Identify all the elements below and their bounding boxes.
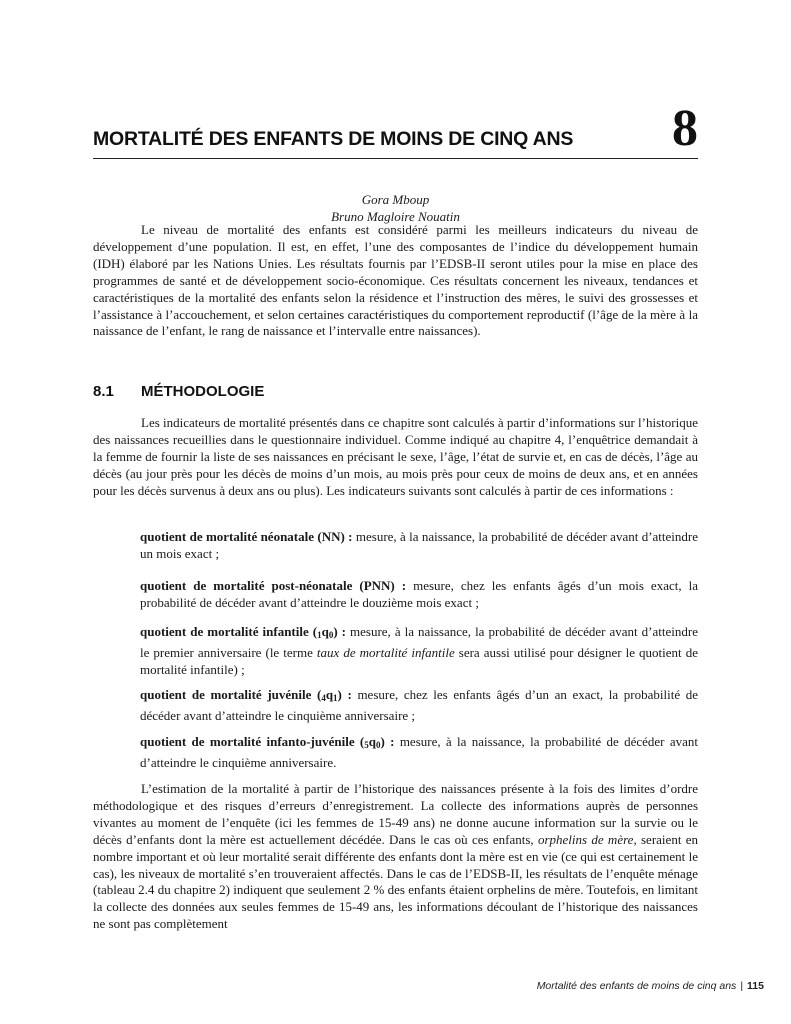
definition-item: [140, 528, 698, 562]
methodology-paragraph: Les indicateurs de mortalité présentés dans ce chapitre sont calculés à partir d’informations sur l’historique des naissances recueillies dans le questionnaire individuel. Comme indiqué au chapitre 4, l’enquêtrice demandait à la femme de fournir la liste de ses naissances en précisant le sexe, l’âge, l’état de survie et, en cas de décès, l’âge au décès (au jour près pour les décès de moins d’un mois, au mois près pour ceux de moins de deux ans, et en années pour les décès survenus à deux ans ou plus). Les indicateurs suivants sont calculés à partir de ces informations :: [93, 415, 698, 498]
term-subscript: 0: [328, 630, 334, 640]
term-subscript: 1: [333, 693, 338, 703]
term-subscript: 0: [375, 740, 381, 750]
chapter-number: 8: [672, 100, 698, 157]
definition-term: [140, 734, 394, 749]
term-prefix: quotient de mortalité juvénile (: [140, 687, 322, 702]
definition-term: quotient de mortalité néonatale (NN) :: [140, 529, 353, 544]
term-suffix: ) :: [333, 624, 346, 639]
page-number: 115: [747, 980, 764, 992]
definition-text: mesure, à la naissance, la probabilité de décéder avant d’atteindre le premier anniversaire (le terme: [140, 624, 698, 660]
term-symbol: q: [325, 687, 334, 702]
definition-text: sera aussi utilisé pour désigner le quotient de mortalité infantile) ;: [140, 645, 698, 677]
term-suffix: ) :: [380, 734, 395, 749]
term-prefix-index: 1: [317, 630, 322, 640]
footer-separator: |: [740, 980, 744, 992]
definition-italic-term: taux de mortalité infantile: [316, 645, 455, 660]
definition-text: mesure, chez les enfants âgés d’un an exact, la probabilité de décéder avant d’atteindre le cinquième anniversaire ;: [140, 687, 698, 723]
term-prefix-index: 5: [364, 740, 369, 750]
section-heading: [93, 383, 264, 400]
section-number: 8.1: [93, 383, 114, 400]
definition-text: mesure, à la naissance, la probabilité de décéder avant d’atteindre un mois exact ;: [140, 529, 698, 561]
term-prefix-index: 4: [321, 693, 326, 703]
definition-item: [140, 623, 698, 678]
paragraph-text: L’estimation de la mortalité à partir de l’historique des naissances présente à la fois des limites d’ordre méthodologique et des risques d’erreurs d’enregistrement. La collecte des informations auprès de personnes vivantes au moment de l’enquête (ici les femmes de 15-49 ans) ne donne aucune information sur la survie ou le décès d’enfants dont la mère est actuellement décédée. Dans le cas où ces enfants,: [93, 781, 698, 847]
definition-item: [140, 733, 698, 771]
author-name: Gora Mboup: [361, 192, 430, 207]
term-symbol: q: [321, 624, 329, 639]
definition-item: [140, 577, 698, 611]
definition-term: [140, 687, 352, 702]
definition-term: quotient de mortalité post-néonatale (PNN) :: [140, 578, 407, 593]
definition-term: [140, 624, 346, 639]
term-symbol: q: [368, 734, 376, 749]
term-prefix: quotient de mortalité infanto-juvénile (: [140, 734, 365, 749]
page-footer: [537, 980, 764, 992]
definition-text: mesure, chez les enfants âgés d’un mois exact, la probabilité de décéder avant d’atteindre le douzième mois exact ;: [140, 578, 698, 610]
author-name: Bruno Magloire Nouatin: [331, 209, 460, 224]
term-suffix: ) :: [337, 687, 352, 702]
definition-text: mesure, à la naissance, la probabilité de décéder avant d’atteindre le cinquième anniversaire.: [140, 734, 698, 770]
chapter-header: [93, 100, 698, 159]
authors: [93, 191, 698, 225]
section-title: MÉTHODOLOGIE: [141, 383, 265, 400]
intro-paragraph: Le niveau de mortalité des enfants est considéré parmi les meilleurs indicateurs du niveau de développement d’une population. Il est, en effet, l’une des composantes de l’indice du développement humain (IDH) élaboré par les Nations Unies. Les résultats fournis par l’EDSB-II seront utiles pour la mise en place des programmes de santé et de développement socio-économique. Ces résultats concernent les niveaux, tendances et caractéristiques de la mortalité des enfants selon la résidence et l’instruction des mères, le suivi des grossesses et l’assistance à l’accouchement, et selon certaines caractéristiques du comportement reproductif (l’âge de la mère à la naissance de l’enfant, le rang de naissance et l’intervalle entre naissances).: [93, 222, 698, 339]
term-prefix: quotient de mortalité infantile (: [140, 624, 318, 639]
estimation-paragraph: [93, 781, 698, 933]
chapter-title: MORTALITÉ DES ENFANTS DE MOINS DE CINQ ANS: [93, 128, 574, 150]
running-title: Mortalité des enfants de moins de cinq ans: [536, 980, 737, 992]
paragraph-text: , seraient en nombre important et où leur mortalité serait différente des enfants dont la mère est en vie (ce qui est certainement le cas), les niveaux de mortalité s’en trouveraient affectés. Dans le cas de l’EDSB-II, les résultats de l’enquête ménage (tableau 2.4 du chapitre 2) indiquent que seulement 2 % des enfants étaient orphelins de mère. Toutefois, en limitant la collecte des données aux seules femmes de 15-49 ans, les informations découlant de l’historique des naissances ne sont pas complètement: [93, 831, 698, 932]
definition-item: [140, 686, 698, 724]
paragraph-italic: orphelins de mère: [537, 831, 634, 847]
